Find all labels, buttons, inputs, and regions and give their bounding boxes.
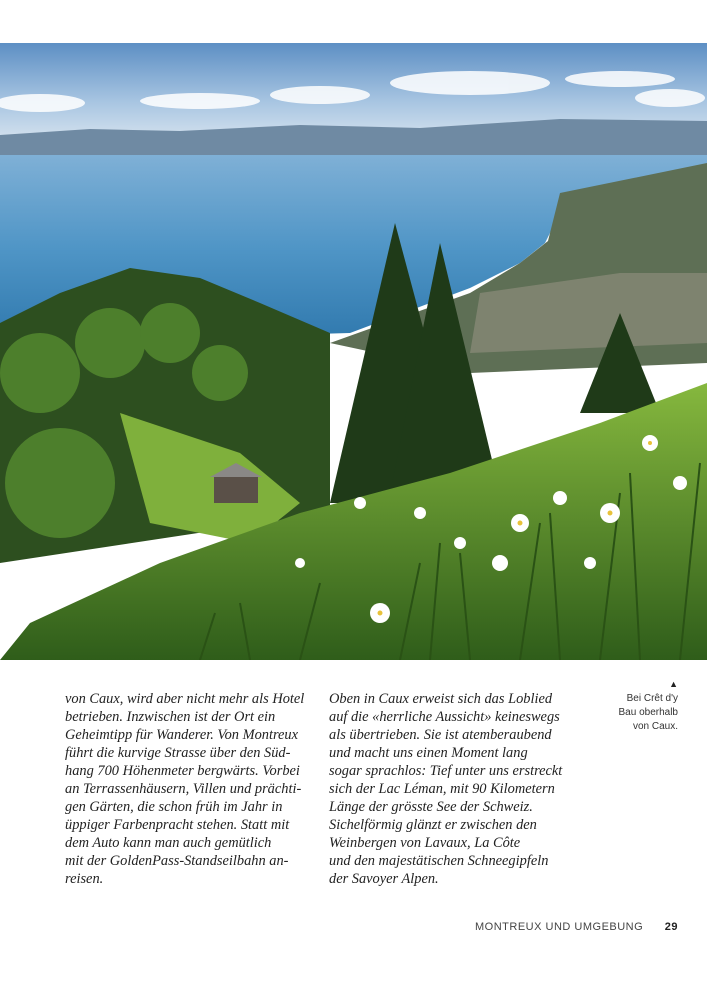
article-column-left [65,690,315,888]
article-column-right [329,690,579,888]
page-number: 29 [664,921,678,933]
running-footer-section: MONTREUX UND UMGEBUNG [475,921,644,933]
landscape-photo [0,43,707,660]
page-footer [475,921,678,933]
article-paragraph: Oben in Caux erweist sich das Loblied auf die «herrliche Aussicht» keineswegs als übertrieben. Sie ist atemberaubend und macht uns einen Moment lang sogar sprachlos: Tief unter uns erstreckt sich der Lac Léman, mit 90 Kilometern Länge der grösste See der Schweiz. Sichelförmig glänzt er zwischen den Weinbergen von Lavaux, La Côte und den majestätischen Schneegipfeln der Savoyer Alpen. [329,691,563,887]
photo-caption [600,678,678,734]
article-paragraph: von Caux, wird aber nicht mehr als Hotel betrieben. Inzwischen ist der Ort ein Geheimtipp für Wanderer. Von Montreux führt die kurvige Strasse über den Süd- hang 700 Höhenmeter bergwärts. Vorbei an Terrassenhäusern, Villen und prächti- gen Gärten, die schon früh im Jahr in üppiger Farbenpracht stehen. Statt mit dem Auto kann man auch gemütlich mit der GoldenPass-Standseilbahn an- reisen. [65,691,305,887]
caption-arrow-up-icon: ▲ [669,679,678,689]
caption-text: Bei Crêt d'y Bau oberhalb von Caux. [618,693,678,732]
